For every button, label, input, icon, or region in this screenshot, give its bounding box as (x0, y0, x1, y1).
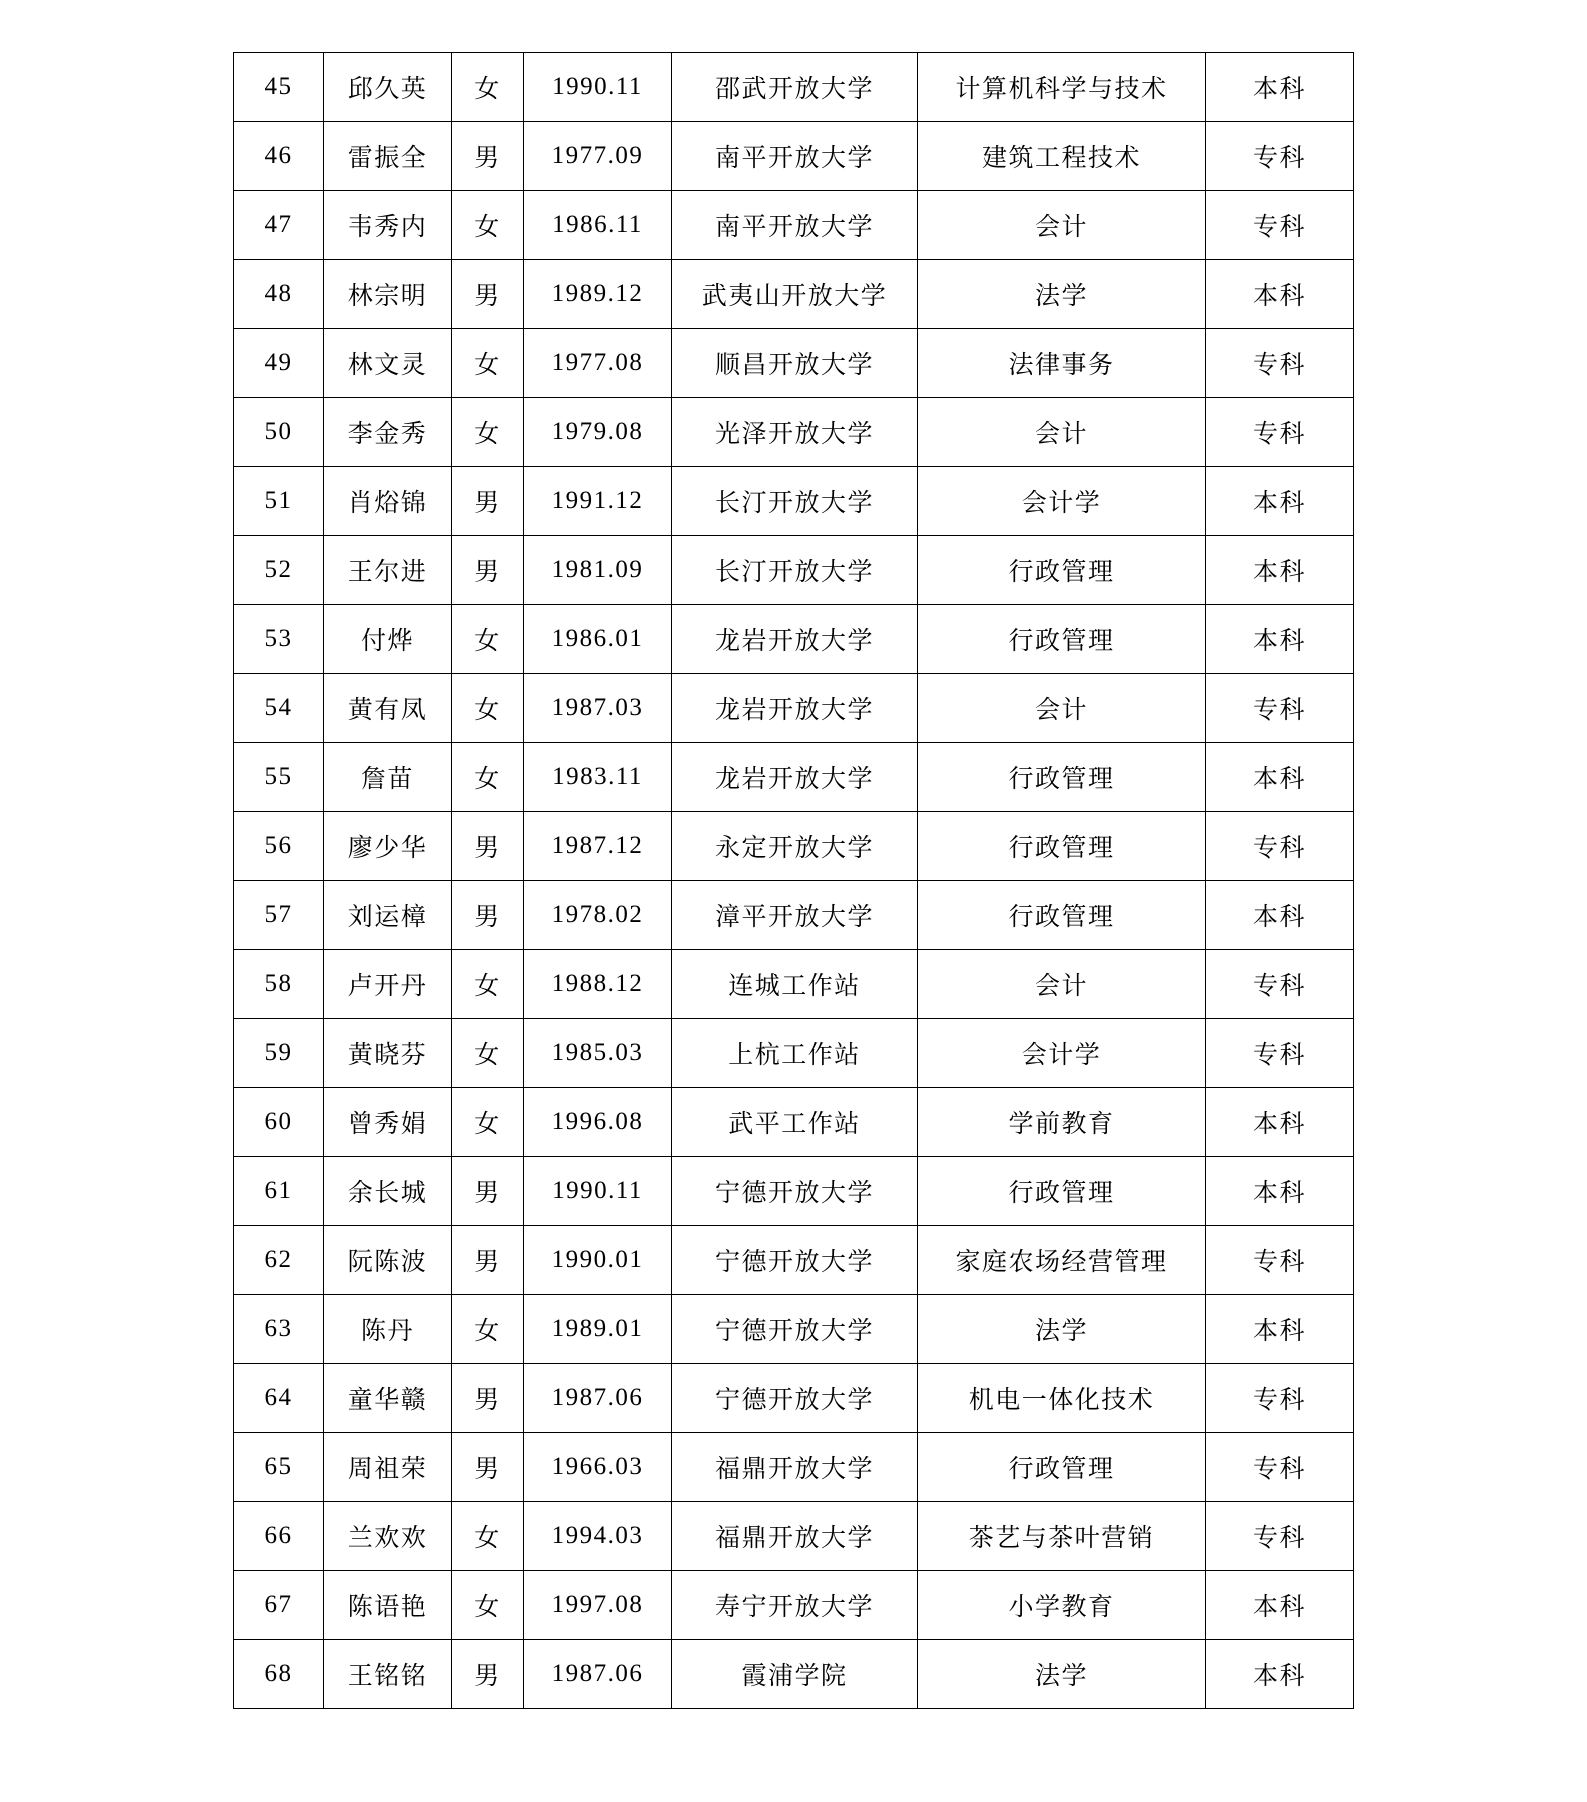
cell-major: 会计学 (918, 467, 1206, 536)
cell-organization: 长汀开放大学 (672, 467, 918, 536)
cell-organization: 龙岩开放大学 (672, 743, 918, 812)
cell-birth: 1994.03 (524, 1502, 672, 1571)
cell-sex: 男 (452, 122, 524, 191)
cell-index: 58 (234, 950, 324, 1019)
table-row (234, 1571, 1354, 1640)
cell-organization: 顺昌开放大学 (672, 329, 918, 398)
cell-index: 65 (234, 1433, 324, 1502)
cell-index: 68 (234, 1640, 324, 1709)
cell-birth: 1990.11 (524, 53, 672, 122)
table-row (234, 1640, 1354, 1709)
cell-index: 55 (234, 743, 324, 812)
cell-organization: 长汀开放大学 (672, 536, 918, 605)
cell-sex: 女 (452, 191, 524, 260)
table-row (234, 53, 1354, 122)
cell-organization: 连城工作站 (672, 950, 918, 1019)
cell-name: 陈语艳 (324, 1571, 452, 1640)
cell-organization: 龙岩开放大学 (672, 674, 918, 743)
cell-name: 王尔进 (324, 536, 452, 605)
cell-degree: 本科 (1206, 467, 1354, 536)
cell-birth: 1977.08 (524, 329, 672, 398)
roster-table (233, 52, 1354, 1709)
cell-name: 韦秀内 (324, 191, 452, 260)
table-row (234, 1088, 1354, 1157)
cell-name: 兰欢欢 (324, 1502, 452, 1571)
table-row (234, 467, 1354, 536)
cell-name: 詹苗 (324, 743, 452, 812)
cell-organization: 龙岩开放大学 (672, 605, 918, 674)
cell-major: 行政管理 (918, 536, 1206, 605)
cell-birth: 1990.01 (524, 1226, 672, 1295)
cell-major: 计算机科学与技术 (918, 53, 1206, 122)
cell-birth: 1987.12 (524, 812, 672, 881)
cell-name: 曾秀娟 (324, 1088, 452, 1157)
table-row (234, 950, 1354, 1019)
cell-index: 61 (234, 1157, 324, 1226)
table-row (234, 260, 1354, 329)
cell-major: 茶艺与茶叶营销 (918, 1502, 1206, 1571)
cell-sex: 女 (452, 674, 524, 743)
table-row (234, 1433, 1354, 1502)
cell-birth: 1997.08 (524, 1571, 672, 1640)
cell-birth: 1978.02 (524, 881, 672, 950)
cell-birth: 1979.08 (524, 398, 672, 467)
cell-degree: 专科 (1206, 1502, 1354, 1571)
cell-name: 黄晓芬 (324, 1019, 452, 1088)
cell-major: 家庭农场经营管理 (918, 1226, 1206, 1295)
cell-organization: 永定开放大学 (672, 812, 918, 881)
cell-degree: 专科 (1206, 398, 1354, 467)
cell-sex: 女 (452, 743, 524, 812)
cell-organization: 福鼎开放大学 (672, 1502, 918, 1571)
cell-major: 会计学 (918, 1019, 1206, 1088)
cell-degree: 专科 (1206, 950, 1354, 1019)
cell-name: 雷振全 (324, 122, 452, 191)
cell-birth: 1996.08 (524, 1088, 672, 1157)
cell-name: 周祖荣 (324, 1433, 452, 1502)
cell-birth: 1985.03 (524, 1019, 672, 1088)
cell-sex: 女 (452, 950, 524, 1019)
cell-index: 45 (234, 53, 324, 122)
table-row (234, 191, 1354, 260)
cell-organization: 寿宁开放大学 (672, 1571, 918, 1640)
cell-organization: 宁德开放大学 (672, 1295, 918, 1364)
cell-sex: 男 (452, 536, 524, 605)
cell-degree: 专科 (1206, 1364, 1354, 1433)
cell-birth: 1990.11 (524, 1157, 672, 1226)
cell-birth: 1987.06 (524, 1640, 672, 1709)
cell-birth: 1981.09 (524, 536, 672, 605)
cell-sex: 男 (452, 1433, 524, 1502)
cell-sex: 女 (452, 1019, 524, 1088)
cell-degree: 本科 (1206, 1157, 1354, 1226)
cell-birth: 1986.01 (524, 605, 672, 674)
cell-organization: 邵武开放大学 (672, 53, 918, 122)
cell-major: 行政管理 (918, 1433, 1206, 1502)
table-row (234, 122, 1354, 191)
cell-major: 小学教育 (918, 1571, 1206, 1640)
cell-sex: 女 (452, 53, 524, 122)
table-row (234, 812, 1354, 881)
cell-sex: 女 (452, 1088, 524, 1157)
cell-degree: 本科 (1206, 605, 1354, 674)
cell-birth: 1977.09 (524, 122, 672, 191)
cell-sex: 女 (452, 398, 524, 467)
cell-sex: 男 (452, 260, 524, 329)
cell-birth: 1989.01 (524, 1295, 672, 1364)
cell-major: 法学 (918, 1640, 1206, 1709)
cell-organization: 漳平开放大学 (672, 881, 918, 950)
cell-index: 47 (234, 191, 324, 260)
cell-birth: 1987.03 (524, 674, 672, 743)
table-row (234, 605, 1354, 674)
cell-degree: 本科 (1206, 1088, 1354, 1157)
cell-birth: 1988.12 (524, 950, 672, 1019)
cell-major: 行政管理 (918, 1157, 1206, 1226)
cell-index: 50 (234, 398, 324, 467)
cell-degree: 本科 (1206, 536, 1354, 605)
cell-birth: 1991.12 (524, 467, 672, 536)
cell-name: 卢开丹 (324, 950, 452, 1019)
cell-sex: 男 (452, 1226, 524, 1295)
cell-degree: 本科 (1206, 881, 1354, 950)
cell-major: 法学 (918, 1295, 1206, 1364)
cell-organization: 南平开放大学 (672, 191, 918, 260)
cell-index: 54 (234, 674, 324, 743)
cell-name: 廖少华 (324, 812, 452, 881)
cell-birth: 1989.12 (524, 260, 672, 329)
table-row (234, 881, 1354, 950)
cell-name: 付烨 (324, 605, 452, 674)
cell-sex: 男 (452, 1157, 524, 1226)
cell-name: 阮陈波 (324, 1226, 452, 1295)
cell-index: 63 (234, 1295, 324, 1364)
cell-birth: 1983.11 (524, 743, 672, 812)
cell-organization: 宁德开放大学 (672, 1157, 918, 1226)
cell-degree: 专科 (1206, 122, 1354, 191)
cell-index: 64 (234, 1364, 324, 1433)
cell-sex: 男 (452, 467, 524, 536)
cell-birth: 1987.06 (524, 1364, 672, 1433)
table-row (234, 1295, 1354, 1364)
table-row (234, 1502, 1354, 1571)
cell-degree: 专科 (1206, 191, 1354, 260)
cell-organization: 霞浦学院 (672, 1640, 918, 1709)
cell-degree: 专科 (1206, 329, 1354, 398)
cell-major: 会计 (918, 950, 1206, 1019)
cell-major: 法学 (918, 260, 1206, 329)
cell-index: 66 (234, 1502, 324, 1571)
cell-name: 王铭铭 (324, 1640, 452, 1709)
cell-degree: 专科 (1206, 1433, 1354, 1502)
cell-name: 童华赣 (324, 1364, 452, 1433)
cell-major: 会计 (918, 398, 1206, 467)
cell-sex: 女 (452, 329, 524, 398)
table-row (234, 536, 1354, 605)
cell-degree: 专科 (1206, 674, 1354, 743)
cell-name: 林文灵 (324, 329, 452, 398)
cell-organization: 宁德开放大学 (672, 1226, 918, 1295)
cell-degree: 专科 (1206, 812, 1354, 881)
table-row (234, 398, 1354, 467)
cell-name: 林宗明 (324, 260, 452, 329)
cell-name: 陈丹 (324, 1295, 452, 1364)
table-row (234, 1364, 1354, 1433)
cell-name: 邱久英 (324, 53, 452, 122)
cell-major: 行政管理 (918, 812, 1206, 881)
table-row (234, 1019, 1354, 1088)
cell-major: 机电一体化技术 (918, 1364, 1206, 1433)
cell-name: 余长城 (324, 1157, 452, 1226)
cell-organization: 武夷山开放大学 (672, 260, 918, 329)
cell-organization: 宁德开放大学 (672, 1364, 918, 1433)
cell-birth: 1986.11 (524, 191, 672, 260)
cell-organization: 武平工作站 (672, 1088, 918, 1157)
cell-major: 学前教育 (918, 1088, 1206, 1157)
cell-sex: 男 (452, 881, 524, 950)
cell-sex: 男 (452, 812, 524, 881)
table-row (234, 1157, 1354, 1226)
cell-index: 51 (234, 467, 324, 536)
cell-major: 法律事务 (918, 329, 1206, 398)
cell-index: 48 (234, 260, 324, 329)
cell-index: 49 (234, 329, 324, 398)
cell-degree: 本科 (1206, 743, 1354, 812)
cell-major: 会计 (918, 191, 1206, 260)
cell-index: 60 (234, 1088, 324, 1157)
cell-name: 肖焀锦 (324, 467, 452, 536)
cell-organization: 福鼎开放大学 (672, 1433, 918, 1502)
cell-degree: 专科 (1206, 1019, 1354, 1088)
cell-degree: 本科 (1206, 1295, 1354, 1364)
cell-major: 会计 (918, 674, 1206, 743)
cell-index: 56 (234, 812, 324, 881)
cell-sex: 男 (452, 1640, 524, 1709)
table-row (234, 743, 1354, 812)
cell-degree: 本科 (1206, 53, 1354, 122)
cell-sex: 女 (452, 1295, 524, 1364)
cell-birth: 1966.03 (524, 1433, 672, 1502)
cell-organization: 南平开放大学 (672, 122, 918, 191)
cell-degree: 本科 (1206, 1571, 1354, 1640)
cell-sex: 女 (452, 1502, 524, 1571)
cell-index: 67 (234, 1571, 324, 1640)
roster-table-body (234, 53, 1354, 1709)
cell-sex: 女 (452, 605, 524, 674)
cell-index: 59 (234, 1019, 324, 1088)
cell-index: 62 (234, 1226, 324, 1295)
cell-index: 57 (234, 881, 324, 950)
cell-organization: 上杭工作站 (672, 1019, 918, 1088)
cell-sex: 男 (452, 1364, 524, 1433)
cell-degree: 专科 (1206, 1226, 1354, 1295)
cell-major: 行政管理 (918, 881, 1206, 950)
cell-name: 刘运樟 (324, 881, 452, 950)
cell-name: 黄有凤 (324, 674, 452, 743)
table-row (234, 329, 1354, 398)
cell-index: 46 (234, 122, 324, 191)
cell-major: 行政管理 (918, 605, 1206, 674)
cell-degree: 本科 (1206, 1640, 1354, 1709)
cell-index: 53 (234, 605, 324, 674)
cell-index: 52 (234, 536, 324, 605)
cell-sex: 女 (452, 1571, 524, 1640)
table-row (234, 1226, 1354, 1295)
table-row (234, 674, 1354, 743)
cell-name: 李金秀 (324, 398, 452, 467)
cell-major: 行政管理 (918, 743, 1206, 812)
cell-major: 建筑工程技术 (918, 122, 1206, 191)
cell-organization: 光泽开放大学 (672, 398, 918, 467)
cell-degree: 本科 (1206, 260, 1354, 329)
